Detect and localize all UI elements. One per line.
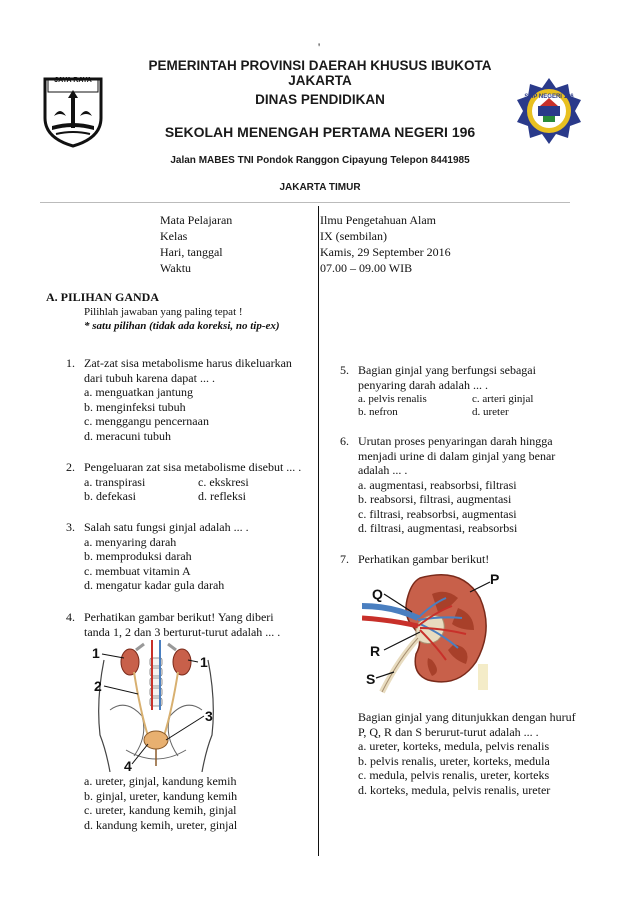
- figure-label-p: P: [490, 571, 500, 587]
- question-text: tanda 1, 2 dan 3 berturut-turut adalah ... .: [84, 624, 281, 639]
- option-b[interactable]: b. ginjal, ureter, kandung kemih: [84, 788, 238, 803]
- info-value-date: Kamis, 29 September 2016: [320, 245, 451, 259]
- option-d[interactable]: d. refleksi: [198, 489, 246, 503]
- option-a[interactable]: a. menyaring darah: [84, 534, 177, 549]
- info-label-subject: Mata Pelajaran: [160, 213, 233, 227]
- question-number: 5.: [340, 363, 349, 377]
- question-text: adalah ... .: [358, 463, 408, 477]
- question-text: Urutan proses penyaringan darah hingga: [358, 434, 553, 448]
- option-d[interactable]: d. ureter: [472, 406, 509, 418]
- question-1: [66, 356, 316, 446]
- question-text: dari tubuh karena dapat ... .: [84, 370, 215, 385]
- option-c[interactable]: c. medula, pelvis renalis, ureter, korteks: [358, 768, 550, 782]
- option-d[interactable]: d. filtrasi, augmentasi, reabsorbsi: [358, 521, 518, 535]
- option-a[interactable]: a. menguatkan jantung: [84, 385, 193, 399]
- option-d[interactable]: d. korteks, medula, pelvis renalis, ureter: [358, 782, 551, 797]
- option-b[interactable]: b. defekasi: [84, 489, 136, 503]
- smp-196-logo-label: SMP NEGERI 196: [524, 94, 574, 100]
- column-divider: [318, 206, 319, 856]
- option-c[interactable]: c. arteri ginjal: [472, 393, 534, 405]
- option-d[interactable]: d. meracuni tubuh: [84, 428, 171, 443]
- info-label-class: Kelas: [160, 229, 188, 243]
- question-text: P, Q, R dan S berurut-turut adalah ... .: [358, 724, 539, 739]
- question-2: [66, 460, 318, 510]
- question-5: [340, 363, 600, 423]
- question-text: Zat-zat sisa metabolisme harus dikeluarkan: [84, 356, 292, 370]
- option-c[interactable]: c. membuat vitamin A: [84, 563, 191, 578]
- figure-label-3: 3: [205, 708, 213, 724]
- smp-196-logo: [514, 76, 584, 146]
- question-text: Bagian ginjal yang ditunjukkan dengan huruf: [358, 710, 576, 724]
- question-4-options: [84, 774, 314, 834]
- section-note: * satu pilihan (tidak ada koreksi, no tip-ex): [84, 320, 280, 332]
- option-a[interactable]: a. ureter, ginjal, kandung kemih: [84, 774, 237, 788]
- option-b[interactable]: b. reabsorsi, filtrasi, augmentasi: [358, 492, 512, 506]
- jaya-raya-label: JAYA RAYA: [54, 77, 92, 84]
- question-text: Perhatikan gambar berikut! Yang diberi: [84, 610, 274, 624]
- info-value-time: 07.00 – 09.00 WIB: [320, 261, 413, 275]
- option-b[interactable]: b. pelvis renalis, ureter, korteks, medula: [358, 753, 550, 768]
- option-b[interactable]: b. menginfeksi tubuh: [84, 399, 186, 414]
- option-c[interactable]: c. filtrasi, reabsorbsi, augmentasi: [358, 506, 517, 521]
- figure-label-r: R: [370, 643, 381, 659]
- question-3: [66, 520, 316, 596]
- question-7-body: [358, 710, 618, 800]
- option-a[interactable]: a. transpirasi: [84, 474, 146, 489]
- question-number: 7.: [340, 552, 349, 566]
- figure-label-1-left: 1: [92, 645, 100, 661]
- info-value-class: IX (sembilan): [320, 229, 387, 243]
- question-text: Pengeluaran zat sisa metabolisme disebut ... .: [84, 460, 302, 474]
- option-a[interactable]: a. augmentasi, reabsorbsi, filtrasi: [358, 477, 517, 492]
- option-c[interactable]: c. menggangu pencernaan: [84, 414, 209, 428]
- figure-label-1-right: 1: [200, 654, 208, 670]
- question-number: 4.: [66, 610, 75, 624]
- info-label-date: Hari, tanggal: [160, 245, 223, 259]
- option-d[interactable]: d. mengatur kadar gula darah: [84, 578, 225, 592]
- question-text: menjadi urine di dalam ginjal yang benar: [358, 448, 556, 463]
- question-number: 6.: [340, 434, 349, 448]
- option-c[interactable]: c. ureter, kandung kemih, ginjal: [84, 803, 237, 817]
- option-a[interactable]: a. pelvis renalis: [358, 393, 427, 405]
- question-number: 1.: [66, 356, 75, 370]
- question-text: Bagian ginjal yang berfungsi sebagai: [358, 363, 536, 377]
- question-text: Perhatikan gambar berikut!: [358, 552, 490, 566]
- question-text: penyaring darah adalah ... .: [358, 377, 488, 392]
- figure-label-s: S: [366, 671, 376, 687]
- letterhead-line-address: Jalan MABES TNI Pondok Ranggon Cipayung Telepon 8441985: [170, 155, 470, 166]
- info-label-time: Waktu: [160, 261, 192, 275]
- section-title: A. PILIHAN GANDA: [46, 290, 160, 304]
- letterhead-line-province: PEMERINTAH PROVINSI DAERAH KHUSUS IBUKOTA JAKARTA: [148, 58, 492, 88]
- question-number: 2.: [66, 460, 75, 474]
- option-b[interactable]: b. nefron: [358, 406, 398, 418]
- jaya-raya-logo: [42, 76, 104, 148]
- question-6: [340, 434, 610, 538]
- question-7: [340, 552, 600, 568]
- question-number: 3.: [66, 520, 75, 534]
- letterhead-line-city: JAKARTA TIMUR: [279, 182, 361, 193]
- option-b[interactable]: b. memproduksi darah: [84, 549, 192, 563]
- question-text: Salah satu fungsi ginjal adalah ... .: [84, 520, 249, 534]
- figure-label-4: 4: [124, 758, 132, 774]
- option-c[interactable]: c. ekskresi: [198, 474, 249, 489]
- figure-label-2: 2: [94, 678, 102, 694]
- option-d[interactable]: d. kandung kemih, ureter, ginjal: [84, 817, 238, 832]
- question-4: [66, 610, 316, 642]
- section-instruction: Pilihlah jawaban yang paling tepat !: [84, 306, 243, 318]
- figure-label-q: Q: [372, 586, 383, 602]
- letterhead-line-school: SEKOLAH MENENGAH PERTAMA NEGERI 196: [164, 124, 476, 140]
- letterhead-line-agency: DINAS PENDIDIKAN: [255, 92, 385, 107]
- option-a[interactable]: a. ureter, korteks, medula, pelvis renalis: [358, 739, 550, 753]
- info-value-subject: Ilmu Pengetahuan Alam: [320, 213, 436, 227]
- top-tick: ': [318, 40, 321, 54]
